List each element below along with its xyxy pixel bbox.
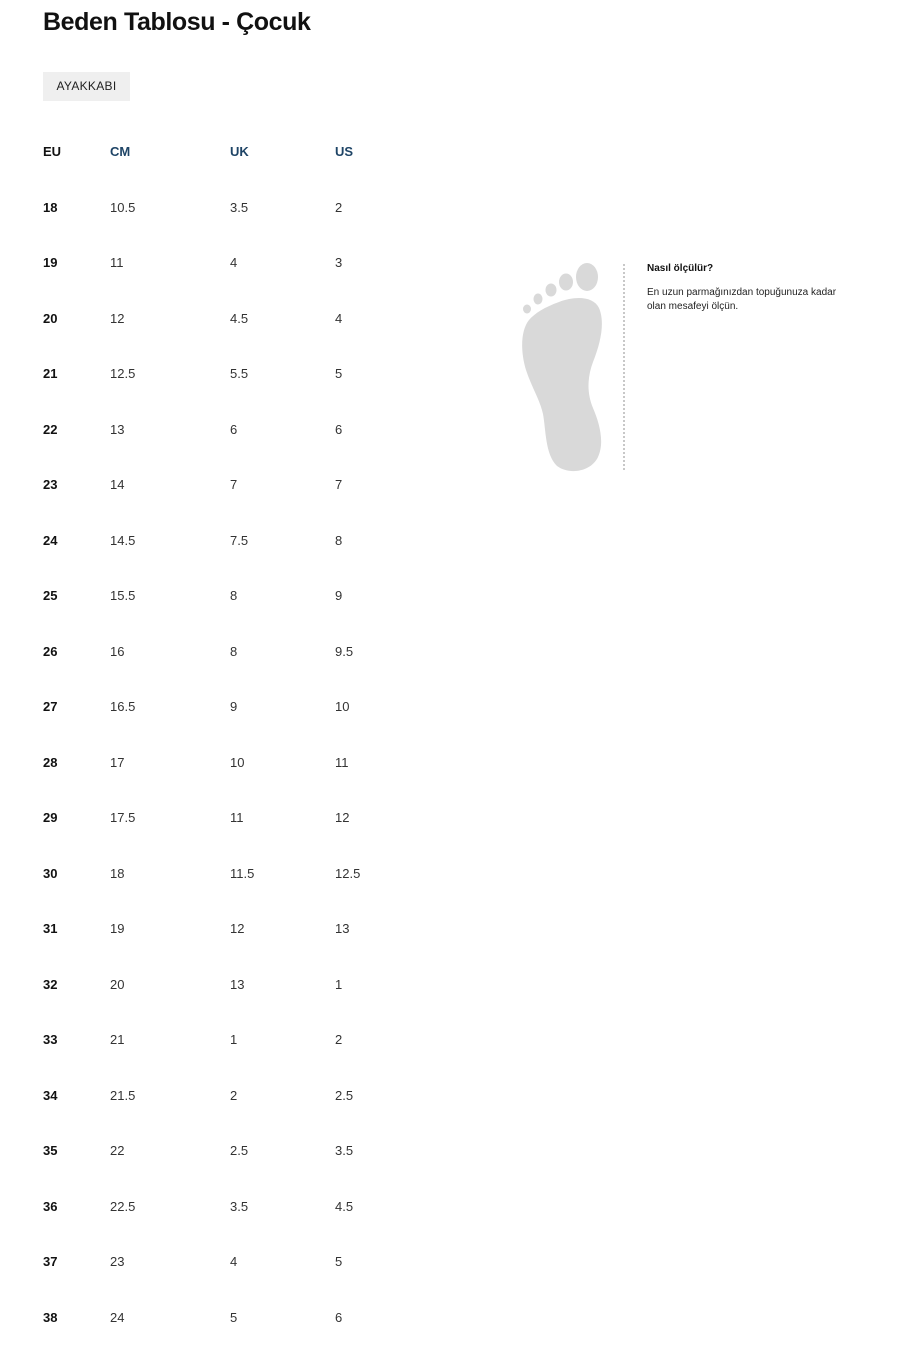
header-us: US xyxy=(335,144,354,159)
foot-icon xyxy=(515,258,610,476)
cell-eu: 36 xyxy=(43,1198,58,1214)
cell-us: 3.5 xyxy=(335,1143,354,1158)
cell-eu: 38 xyxy=(43,1309,58,1325)
cell-cm: 15.5 xyxy=(110,588,136,603)
cell-uk: 13 xyxy=(230,976,245,992)
table-row xyxy=(43,346,423,402)
table-row xyxy=(43,513,423,569)
table-row xyxy=(43,624,423,680)
cell-eu: 21 xyxy=(43,366,58,381)
cell-us: 8 xyxy=(335,532,343,548)
table-row xyxy=(43,1234,423,1290)
cell-us: 12.5 xyxy=(335,865,361,881)
table-row xyxy=(43,1123,423,1179)
cell-uk: 5 xyxy=(230,1309,238,1325)
cell-cm: 19 xyxy=(110,921,125,936)
cell-us: 2 xyxy=(335,1032,343,1047)
table-header-row xyxy=(43,124,423,180)
toe-shape xyxy=(546,284,557,297)
cell-cm: 12 xyxy=(110,310,125,326)
cell-eu: 37 xyxy=(43,1254,58,1269)
cell-us: 2.5 xyxy=(335,1087,354,1103)
cell-cm: 22 xyxy=(110,1143,125,1158)
table-row xyxy=(43,568,423,624)
cell-us: 10 xyxy=(335,699,350,714)
cell-eu: 35 xyxy=(43,1143,58,1158)
tab-shoes[interactable]: AYAKKABI xyxy=(43,72,130,101)
cell-eu: 27 xyxy=(43,699,58,714)
table-row xyxy=(43,180,423,236)
cell-cm: 16 xyxy=(110,643,125,659)
cell-cm: 13 xyxy=(110,421,125,437)
cell-eu: 24 xyxy=(43,532,58,548)
cell-cm: 24 xyxy=(110,1309,125,1325)
cell-uk: 10 xyxy=(230,754,245,770)
cell-cm: 11 xyxy=(110,255,124,270)
cell-uk: 2.5 xyxy=(230,1143,249,1158)
cell-us: 5 xyxy=(335,366,343,381)
header-cm: CM xyxy=(110,144,131,159)
cell-cm: 10.5 xyxy=(110,199,136,215)
cell-us: 5 xyxy=(335,1254,343,1269)
table-row xyxy=(43,901,423,957)
cell-us: 7 xyxy=(335,477,343,492)
cell-eu: 18 xyxy=(43,199,58,215)
measure-line xyxy=(623,264,625,470)
cell-uk: 12 xyxy=(230,921,245,936)
cell-eu: 32 xyxy=(43,976,58,992)
cell-us: 12 xyxy=(335,810,350,825)
cell-cm: 20 xyxy=(110,976,125,992)
cell-cm: 14.5 xyxy=(110,532,136,548)
cell-us: 4.5 xyxy=(335,1198,354,1214)
cell-eu: 31 xyxy=(43,921,58,936)
cell-eu: 23 xyxy=(43,477,58,492)
cell-us: 2 xyxy=(335,199,343,215)
measure-guide-description: En uzun parmağınızdan topuğunuza kadar olan mesafeyi ölçün. xyxy=(647,287,837,312)
cell-eu: 25 xyxy=(43,588,58,603)
cell-eu: 28 xyxy=(43,754,58,770)
cell-uk: 4.5 xyxy=(230,310,249,326)
cell-us: 3 xyxy=(335,255,343,270)
cell-uk: 5.5 xyxy=(230,366,249,381)
cell-cm: 23 xyxy=(110,1254,125,1269)
cell-eu: 20 xyxy=(43,310,58,326)
cell-uk: 6 xyxy=(230,421,238,437)
cell-cm: 18 xyxy=(110,865,125,881)
table-row xyxy=(43,1290,423,1346)
cell-uk: 3.5 xyxy=(230,1198,249,1214)
table-row xyxy=(43,235,423,291)
table-row xyxy=(43,457,423,513)
measure-guide-title: Nasıl ölçülür? xyxy=(647,263,714,274)
table-row xyxy=(43,1179,423,1235)
cell-us: 4 xyxy=(335,310,343,326)
cell-us: 9.5 xyxy=(335,643,354,659)
cell-eu: 26 xyxy=(43,643,58,659)
cell-uk: 8 xyxy=(230,588,238,603)
cell-uk: 8 xyxy=(230,643,238,659)
big-toe-shape xyxy=(576,263,598,291)
cell-uk: 1 xyxy=(230,1032,238,1047)
table-body xyxy=(43,180,423,1346)
cell-cm: 17 xyxy=(110,754,125,770)
cell-uk: 11.5 xyxy=(230,865,255,881)
cell-eu: 34 xyxy=(43,1087,58,1103)
table-row xyxy=(43,957,423,1013)
cell-cm: 21 xyxy=(110,1032,125,1047)
cell-uk: 3.5 xyxy=(230,199,249,215)
cell-eu: 19 xyxy=(43,255,58,270)
cell-uk: 9 xyxy=(230,699,238,714)
cell-cm: 22.5 xyxy=(110,1198,136,1214)
cell-cm: 12.5 xyxy=(110,366,136,381)
toe-shape xyxy=(523,305,531,314)
toe-shape xyxy=(559,274,573,291)
size-table xyxy=(43,124,423,1345)
cell-uk: 4 xyxy=(230,1254,238,1269)
cell-us: 6 xyxy=(335,421,343,437)
cell-us: 6 xyxy=(335,1309,343,1325)
cell-eu: 29 xyxy=(43,810,58,825)
cell-us: 9 xyxy=(335,588,343,603)
measure-guide xyxy=(647,262,877,314)
cell-cm: 17.5 xyxy=(110,810,136,825)
cell-us: 13 xyxy=(335,921,350,936)
table-row xyxy=(43,679,423,735)
header-uk: UK xyxy=(230,144,249,159)
table-row xyxy=(43,1012,423,1068)
cell-us: 1 xyxy=(335,976,343,992)
cell-us: 11 xyxy=(335,754,349,770)
cell-eu: 30 xyxy=(43,865,58,881)
table-row xyxy=(43,291,423,347)
cell-cm: 14 xyxy=(110,477,125,492)
cell-uk: 2 xyxy=(230,1087,238,1103)
cell-eu: 33 xyxy=(43,1032,58,1047)
toe-shape xyxy=(534,294,543,305)
page-title: Beden Tablosu - Çocuk xyxy=(43,8,311,36)
cell-uk: 7.5 xyxy=(230,532,249,548)
sole-shape xyxy=(522,298,602,471)
cell-cm: 16.5 xyxy=(110,699,136,714)
cell-eu: 22 xyxy=(43,421,58,437)
table-row xyxy=(43,735,423,791)
cell-uk: 11 xyxy=(230,810,244,825)
table-row xyxy=(43,1068,423,1124)
header-eu: EU xyxy=(43,144,62,159)
cell-cm: 21.5 xyxy=(110,1087,136,1103)
table-row xyxy=(43,790,423,846)
table-row xyxy=(43,846,423,902)
table-row xyxy=(43,402,423,458)
cell-uk: 4 xyxy=(230,255,238,270)
cell-uk: 7 xyxy=(230,477,238,492)
